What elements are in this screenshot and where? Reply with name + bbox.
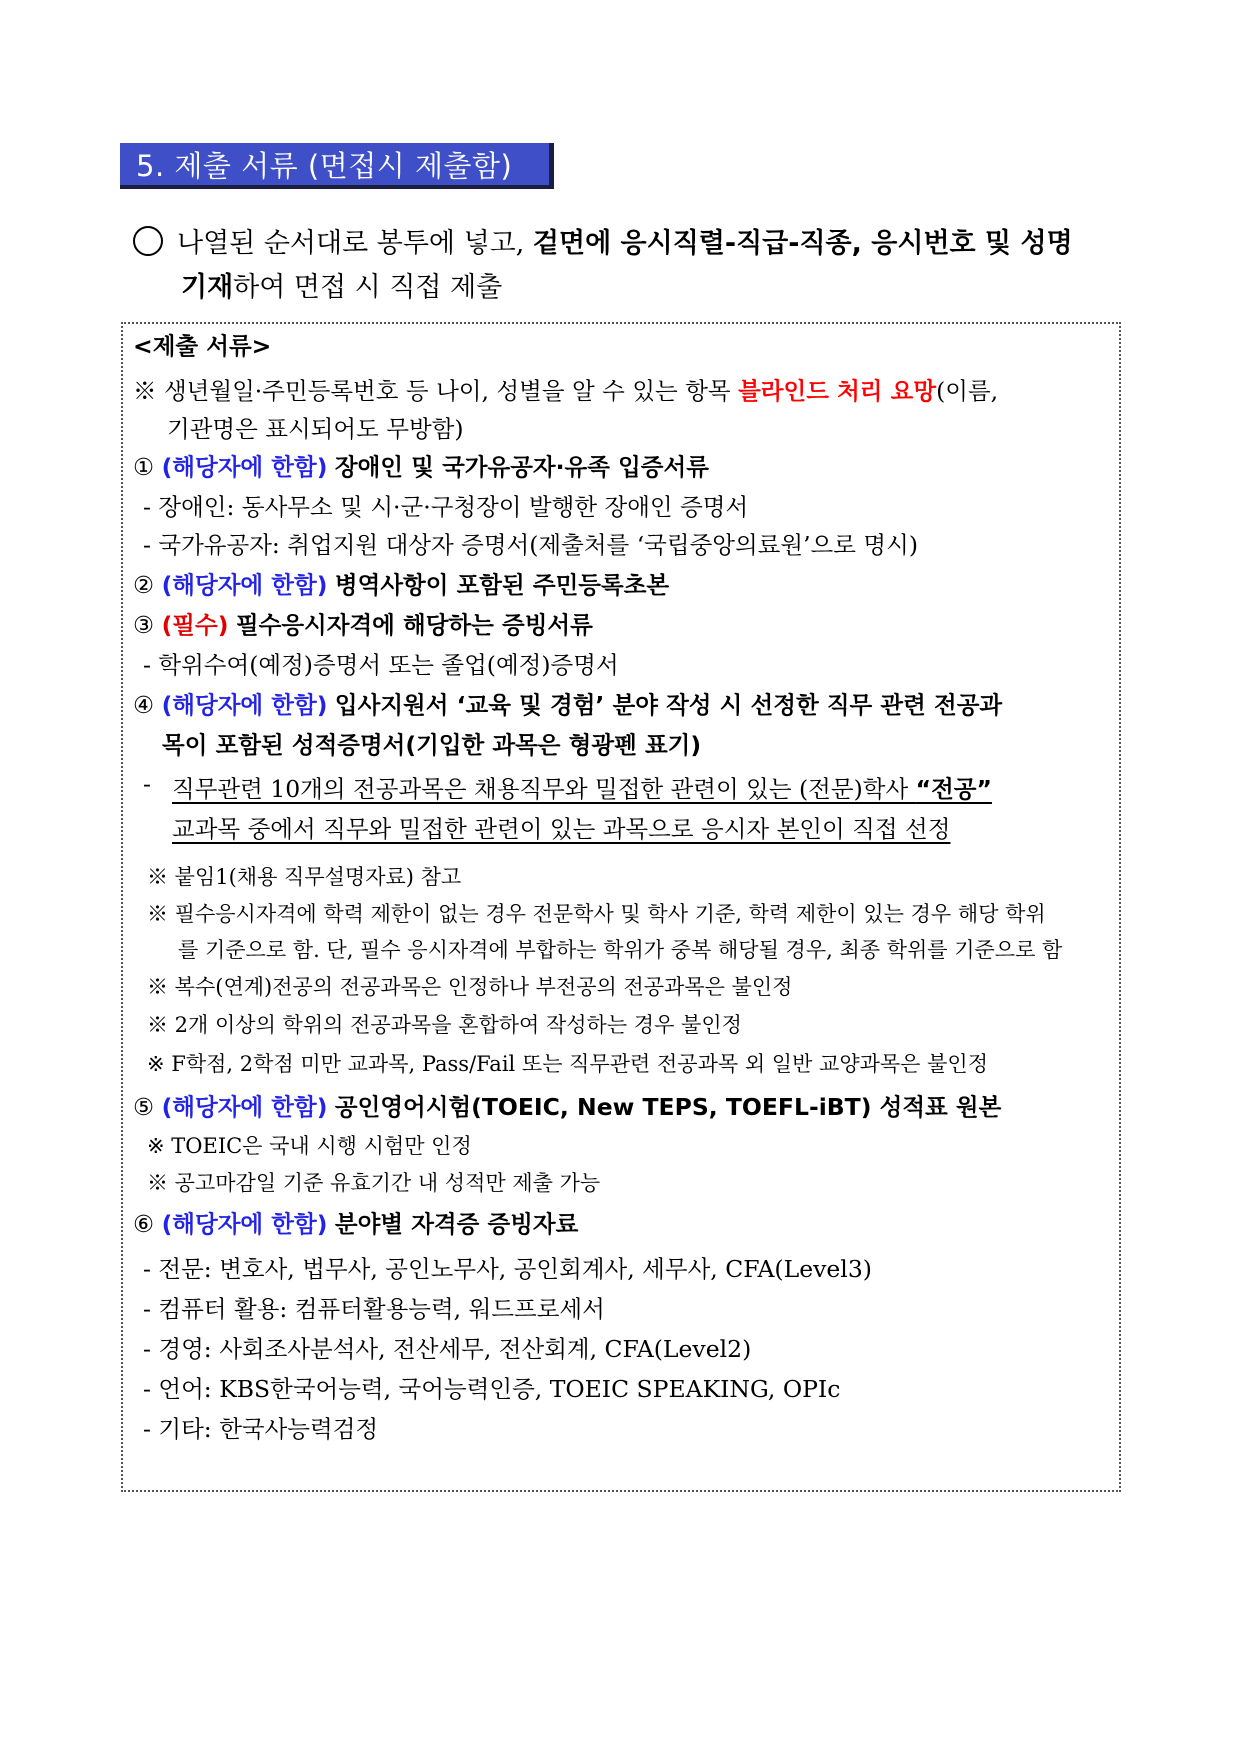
item-4-detail-2: 교과목 중에서 직무와 밀접한 관련이 있는 과목으로 응시자 본인이 직접 선정 bbox=[172, 815, 951, 843]
item-number: ⑤ bbox=[133, 1093, 155, 1121]
item-4-note-5: ※ F학점, 2학점 미만 교과목, Pass/Fail 또는 직무관련 전공과목 외 일반 교양과목은 불인정 bbox=[147, 1052, 988, 1076]
blind-note-tail: (이름, bbox=[936, 377, 999, 405]
item-3 bbox=[133, 606, 593, 640]
blind-note-2: 기관명은 표시되어도 무방함) bbox=[167, 415, 464, 443]
item-tag: (해당자에 한함) bbox=[161, 1093, 328, 1121]
item-tag: (필수) bbox=[161, 611, 229, 639]
item-6 bbox=[133, 1205, 578, 1239]
item-4 bbox=[133, 686, 1002, 720]
intro-bold-2: 기재 bbox=[181, 272, 234, 303]
box-heading: <제출 서류> bbox=[133, 332, 272, 360]
item-title: 장애인 및 국가유공자·유족 입증서류 bbox=[334, 453, 709, 481]
item-1-detail-1: - 장애인: 동사무소 및 시·군·구청장이 발행한 장애인 증명서 bbox=[143, 493, 749, 521]
item-3-detail-1: - 학위수여(예정)증명서 또는 졸업(예정)증명서 bbox=[143, 651, 619, 679]
item-4-note-1: ※ 붙임1(채용 직무설명자료) 참고 bbox=[147, 865, 462, 889]
intro-text: 나열된 순서대로 봉투에 넣고, bbox=[177, 228, 533, 259]
item-4-dash: - bbox=[143, 770, 151, 798]
item-4-note-3: ※ 복수(연계)전공의 전공과목은 인정하나 부전공의 전공과목은 불인정 bbox=[147, 975, 793, 999]
item-title: 필수응시자격에 해당하는 증빙서류 bbox=[235, 611, 593, 639]
item-title: 공인영어시험(TOEIC, New TEPS, TOEFL-iBT) 성적표 원본 bbox=[334, 1093, 1002, 1121]
item-4-note-2: ※ 필수응시자격에 학력 제한이 없는 경우 전문학사 및 학사 기준, 학력 제한이 있는 경우 해당 학위 bbox=[147, 902, 1046, 926]
item-tag: (해당자에 한함) bbox=[161, 571, 328, 599]
item-6-detail-2: - 컴퓨터 활용: 컴퓨터활용능력, 워드프로세서 bbox=[143, 1295, 605, 1323]
blind-note-text: ※ 생년월일·주민등록번호 등 나이, 성별을 알 수 있는 항목 bbox=[133, 377, 739, 405]
item-title: 병역사항이 포함된 주민등록초본 bbox=[334, 571, 670, 599]
item-5-note-2: ※ 공고마감일 기준 유효기간 내 성적만 제출 가능 bbox=[147, 1171, 601, 1195]
item-number: ④ bbox=[133, 691, 155, 719]
item-5-note-1: ※ TOEIC은 국내 시행 시험만 인정 bbox=[147, 1134, 472, 1158]
item-5 bbox=[133, 1088, 1001, 1122]
item-4-note-4: ※ 2개 이상의 학위의 전공과목을 혼합하여 작성하는 경우 불인정 bbox=[147, 1013, 742, 1037]
item-title: 분야별 자격증 증빙자료 bbox=[334, 1210, 579, 1238]
section-title: 5. 제출 서류 (면접시 제출함) bbox=[120, 143, 554, 189]
item-4-note-2b: 를 기준으로 함. 단, 필수 응시자격에 부합하는 학위가 중복 해당될 경우, 최종 학위를 기준으로 함 bbox=[178, 938, 1063, 962]
item-1 bbox=[133, 448, 709, 482]
blind-note-red: 블라인드 처리 요망 bbox=[738, 377, 937, 405]
item-6-detail-1: - 전문: 변호사, 법무사, 공인노무사, 공인회계사, 세무사, CFA(Level3) bbox=[143, 1255, 872, 1283]
item-title: 입사지원서 ‘교육 및 경험’ 분야 작성 시 선정한 직무 관련 전공과 bbox=[334, 691, 1003, 719]
intro-bold: 겉면에 응시직렬-직급-직종, 응시번호 및 성명 bbox=[532, 228, 1073, 259]
item-4-detail-text: 직무관련 10개의 전공과목은 채용직무와 밀접한 관련이 있는 (전문)학사 bbox=[172, 775, 916, 803]
item-number: ① bbox=[133, 453, 155, 481]
item-4-detail-bold: “전공” bbox=[915, 775, 992, 803]
blind-note bbox=[133, 372, 998, 406]
item-number: ③ bbox=[133, 611, 155, 639]
item-number: ② bbox=[133, 571, 155, 599]
item-1-detail-2: - 국가유공자: 취업지원 대상자 증명서(제출처를 ‘국립중앙의료원’으로 명시) bbox=[143, 531, 918, 559]
item-tag: (해당자에 한함) bbox=[161, 1210, 328, 1238]
item-6-detail-5: - 기타: 한국사능력검정 bbox=[143, 1415, 379, 1443]
item-tag: (해당자에 한함) bbox=[161, 691, 328, 719]
intro-paragraph bbox=[133, 222, 1123, 310]
item-number: ⑥ bbox=[133, 1210, 155, 1238]
item-4-title-2: 목이 포함된 성적증명서(기입한 과목은 형광펜 표기) bbox=[162, 731, 702, 759]
item-6-detail-3: - 경영: 사회조사분석사, 전산세무, 전산회계, CFA(Level2) bbox=[143, 1335, 752, 1363]
item-4-detail-1 bbox=[172, 770, 992, 804]
intro-text-2: 하여 면접 시 직접 제출 bbox=[233, 272, 503, 303]
item-2 bbox=[133, 566, 669, 600]
item-tag: (해당자에 한함) bbox=[161, 453, 328, 481]
item-6-detail-4: - 언어: KBS한국어능력, 국어능력인증, TOEIC SPEAKING, OPIc bbox=[143, 1375, 841, 1403]
circle-bullet-icon bbox=[133, 226, 163, 256]
